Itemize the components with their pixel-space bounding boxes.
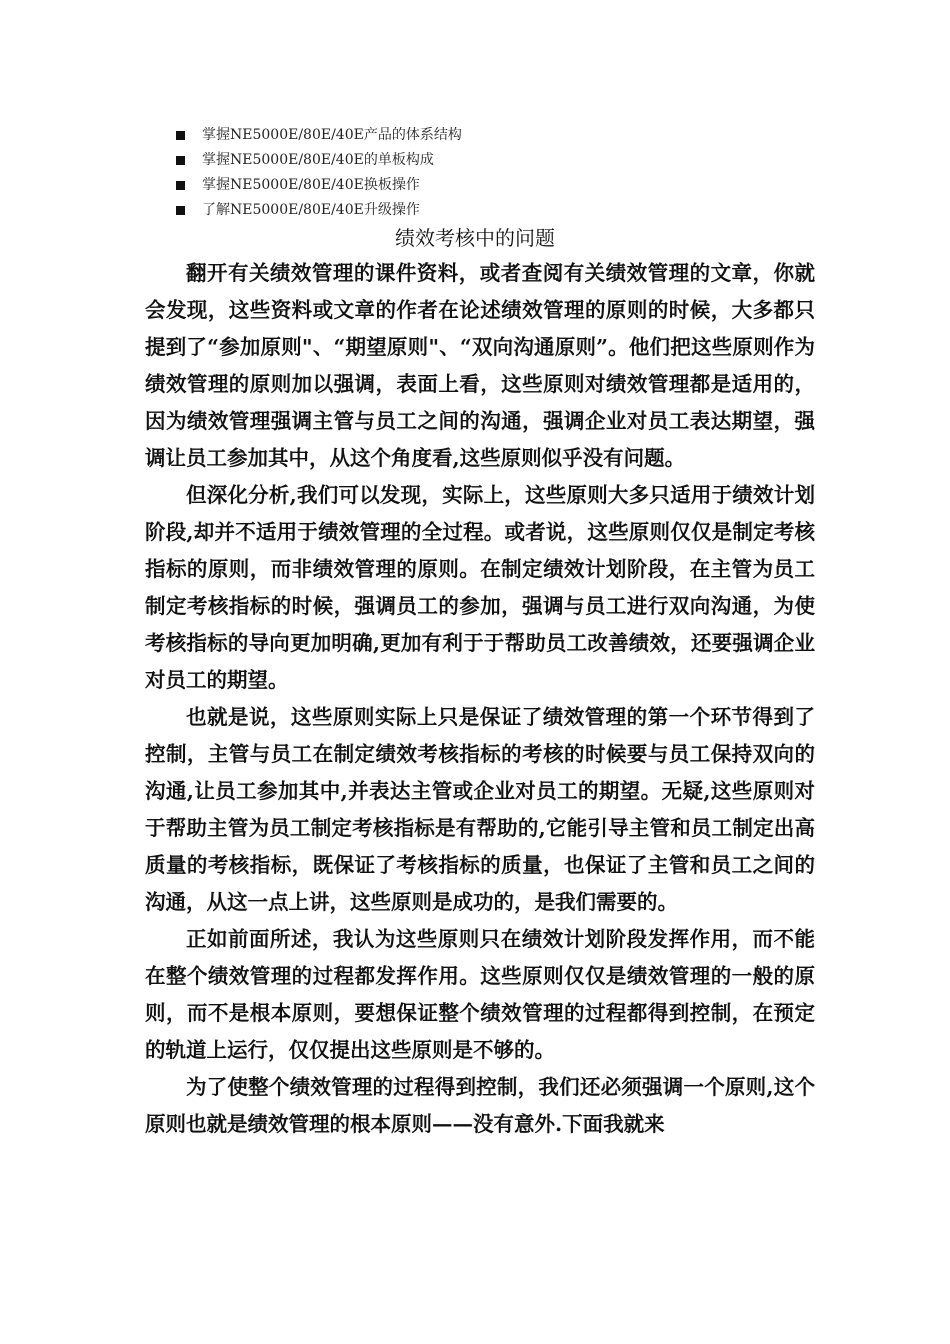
square-bullet-icon [176, 131, 185, 140]
page-title: 绩效考核中的问题 [395, 226, 555, 250]
square-bullet-icon [176, 206, 185, 215]
article-body [145, 255, 815, 1143]
list-item [176, 123, 462, 148]
list-item-text: 了解NE5000E/80E/40E升级操作 [202, 202, 420, 218]
list-item [176, 173, 462, 198]
paragraph: 也就是说，这些原则实际上只是保证了绩效管理的第一个环节得到了控制，主管与员工在制定绩效考核指标的考核的时候要与员工保持双向的沟通,让员工参加其中,并表达主管或企业对员工的期望。无疑,这些原则对于帮助主管为员工制定考核指标是有帮助的,它能引导主管和员工制定出高质量的考核指标，既保证了考核指标的质量，也保证了主管和员工之间的沟通，从这一点上讲，这些原则是成功的，是我们需要的。 [145, 705, 815, 914]
list-item-text: 掌握NE5000E/80E/40E的单板构成 [202, 152, 434, 168]
list-item [176, 148, 462, 173]
list-item [176, 198, 462, 223]
list-item-text: 掌握NE5000E/80E/40E换板操作 [202, 177, 420, 193]
paragraph: 正如前面所述，我认为这些原则只在绩效计划阶段发挥作用，而不能在整个绩效管理的过程都发挥作用。这些原则仅仅是绩效管理的一般的原则，而不是根本原则，要想保证整个绩效管理的过程都得到控制，在预定的轨道上运行，仅仅提出这些原则是不够的。 [145, 927, 815, 1062]
list-item-text: 掌握NE5000E/80E/40E产品的体系结构 [202, 127, 462, 143]
paragraph: 为了使整个绩效管理的过程得到控制，我们还必须强调一个原则,这个原则也就是绩效管理的根本原则——没有意外.下面我就来 [145, 1075, 815, 1136]
square-bullet-icon [176, 181, 185, 190]
square-bullet-icon [176, 156, 185, 165]
paragraph: 但深化分析,我们可以发现，实际上，这些原则大多只适用于绩效计划阶段,却并不适用于绩效管理的全过程。或者说，这些原则仅仅是制定考核指标的原则，而非绩效管理的原则。在制定绩效计划阶段，在主管为员工制定考核指标的时候，强调员工的参加，强调与员工进行双向沟通，为使考核指标的导向更加明确,更加有利于于帮助员工改善绩效，还要强调企业对员工的期望。 [145, 483, 815, 692]
objectives-list [176, 123, 462, 223]
paragraph: 翻开有关绩效管理的课件资料，或者查阅有关绩效管理的文章，你就会发现，这些资料或文章的作者在论述绩效管理的原则的时候，大多都只提到了“参加原则"、“期望原则"、“双向沟通原则”。他们把这些原则作为绩效管理的原则加以强调，表面上看，这些原则对绩效管理都是适用的，因为绩效管理强调主管与员工之间的沟通，强调企业对员工表达期望，强调让员工参加其中，从这个角度看,这些原则似乎没有问题。 [145, 261, 815, 470]
